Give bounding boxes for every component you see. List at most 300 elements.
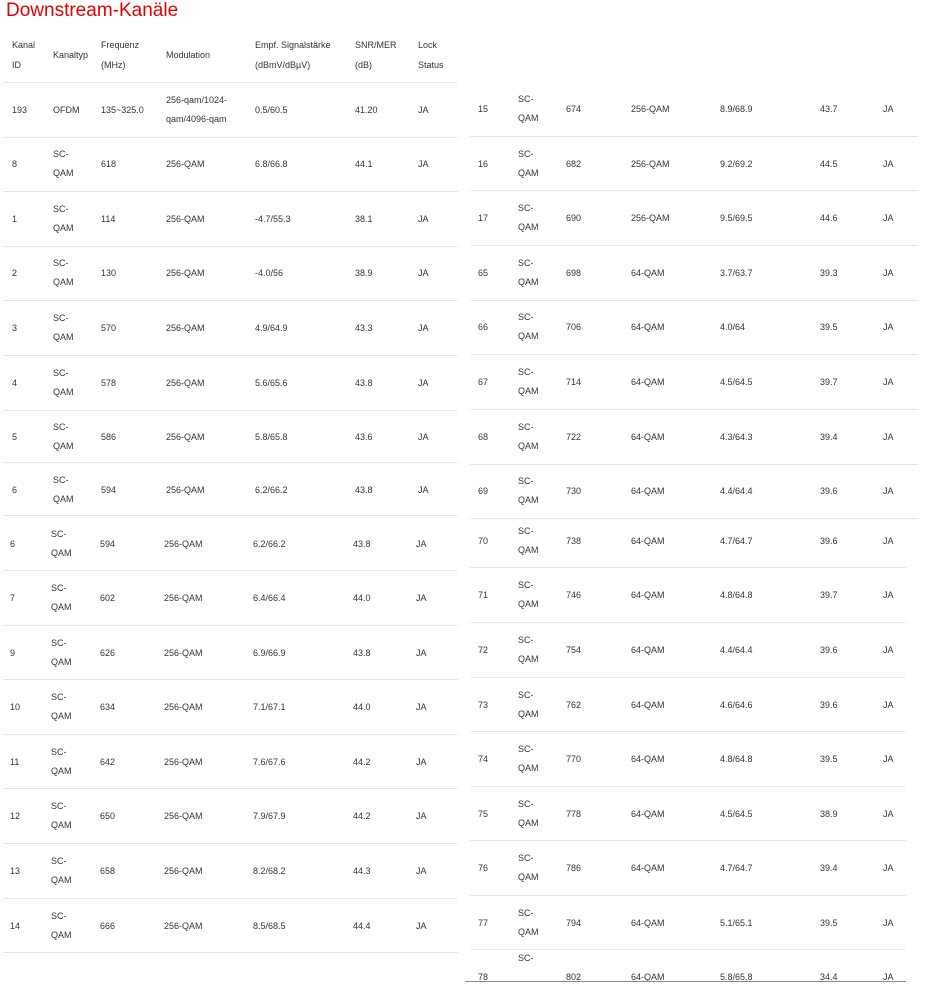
row-separator [470, 677, 906, 678]
cell-signalstaerke: 4.3/64.3 [720, 431, 753, 442]
cell-lock-status: JA [883, 971, 894, 982]
row-separator [470, 190, 918, 191]
cell-signalstaerke: 4.7/64.7 [720, 862, 753, 873]
cell-signalstaerke: 8.5/68.5 [253, 920, 286, 931]
cell-modulation: 64-QAM [631, 917, 665, 928]
cell-modulation: 64-QAM [631, 808, 665, 819]
row-separator [3, 625, 458, 626]
cell-frequenz: 762 [566, 699, 582, 710]
cell-kanal-id: 8 [12, 158, 18, 169]
cell-signalstaerke: 4.5/64.5 [720, 376, 753, 387]
cell-snr-mer: 39.7 [820, 589, 838, 600]
cell-lock-status: JA [418, 158, 429, 169]
cell-snr-mer: 44.4 [353, 920, 371, 931]
cell-kanaltyp: QAM [518, 222, 539, 232]
row-separator [3, 191, 458, 192]
cell-signalstaerke: 7.6/67.6 [253, 756, 286, 767]
row-separator [3, 515, 458, 516]
cell-kanaltyp: SC- [518, 853, 534, 863]
cell-kanaltyp: SC- [51, 856, 67, 866]
cell-frequenz: 114 [101, 213, 116, 224]
cell-lock-status: JA [883, 267, 894, 278]
row-separator [3, 898, 458, 899]
header-modulation: Modulation [166, 50, 211, 60]
cell-frequenz: 135~325.0 [101, 104, 144, 115]
row-separator [470, 464, 918, 465]
row-separator [3, 952, 458, 953]
cell-modulation: 256-QAM [631, 103, 670, 114]
cell-snr-mer: 44.1 [355, 158, 373, 169]
cell-kanal-id: 11 [10, 756, 20, 767]
cell-kanaltyp: QAM [518, 277, 539, 287]
cell-kanaltyp: QAM [518, 872, 539, 882]
cell-modulation: 256-QAM [166, 158, 205, 169]
cell-lock-status: JA [883, 862, 894, 873]
cell-frequenz: 682 [566, 158, 582, 169]
row-separator [465, 981, 906, 982]
row-separator [470, 409, 918, 410]
cell-kanaltyp: SC- [53, 258, 69, 268]
row-separator [470, 354, 918, 355]
cell-kanal-id: 14 [10, 920, 21, 931]
cell-kanaltyp: SC- [518, 94, 534, 104]
cell-frequenz: 746 [566, 589, 582, 600]
cell-kanaltyp: QAM [53, 332, 74, 342]
cell-kanaltyp: QAM [53, 387, 74, 397]
cell-kanaltyp: SC- [53, 149, 69, 159]
cell-snr-mer: 38.1 [355, 213, 373, 224]
cell-kanaltyp: QAM [518, 386, 539, 396]
cell-kanaltyp: QAM [518, 709, 539, 719]
cell-kanaltyp: SC- [518, 422, 534, 432]
cell-snr-mer: 44.2 [353, 756, 371, 767]
row-separator [470, 622, 906, 623]
cell-kanal-id: 78 [478, 971, 489, 982]
cell-kanal-id: 66 [478, 321, 489, 332]
cell-kanaltyp: SC- [53, 204, 69, 214]
cell-snr-mer: 44.0 [353, 701, 371, 712]
cell-frequenz: 586 [101, 431, 117, 442]
cell-kanaltyp: QAM [518, 818, 539, 828]
cell-kanal-id: 7 [10, 592, 16, 603]
cell-kanal-id: 77 [478, 917, 489, 928]
cell-snr-mer: 39.6 [820, 699, 838, 710]
cell-kanaltyp: QAM [53, 494, 74, 504]
cell-kanal-id: 72 [478, 644, 489, 655]
row-separator [470, 840, 906, 841]
cell-modulation: 64-QAM [631, 267, 665, 278]
cell-signalstaerke: 4.4/64.4 [720, 485, 753, 496]
cell-kanaltyp: QAM [51, 602, 72, 612]
header-signalstaerke: (dBmV/dBµV) [255, 60, 311, 70]
header-signalstaerke: Empf. Signalstärke [255, 40, 331, 50]
cell-frequenz: 618 [101, 158, 117, 169]
cell-frequenz: 658 [100, 865, 116, 876]
cell-kanal-id: 69 [478, 485, 489, 496]
cell-snr-mer: 39.6 [820, 644, 838, 655]
cell-modulation: 64-QAM [631, 699, 665, 710]
cell-lock-status: JA [883, 589, 894, 600]
cell-frequenz: 650 [100, 810, 116, 821]
cell-modulation: 256-QAM [631, 212, 670, 223]
cell-lock-status: JA [416, 592, 427, 603]
cell-kanaltyp: OFDM [53, 104, 80, 115]
cell-snr-mer: 38.9 [820, 808, 838, 819]
cell-signalstaerke: 4.6/64.6 [720, 699, 753, 710]
cell-kanal-id: 9 [10, 647, 16, 658]
cell-modulation: 256-QAM [164, 810, 203, 821]
cell-signalstaerke: 6.4/66.4 [253, 592, 286, 603]
cell-kanaltyp: SC- [518, 690, 534, 700]
cell-signalstaerke: 3.7/63.7 [720, 267, 753, 278]
row-separator [470, 949, 906, 950]
cell-frequenz: 730 [566, 485, 582, 496]
cell-frequenz: 802 [566, 971, 582, 982]
row-separator [3, 570, 458, 571]
row-separator [470, 895, 906, 896]
header-kanal-id: Kanal [12, 40, 36, 50]
cell-kanaltyp: SC- [53, 422, 69, 432]
cell-kanaltyp: QAM [51, 766, 72, 776]
cell-signalstaerke: 6.2/66.2 [255, 484, 288, 495]
row-separator [3, 679, 458, 680]
cell-signalstaerke: 6.2/66.2 [253, 538, 286, 549]
cell-kanaltyp: SC- [518, 367, 534, 377]
cell-kanal-id: 1 [12, 213, 18, 224]
page-title: Downstream-Kanäle [6, 0, 179, 21]
cell-modulation: 256-QAM [164, 538, 203, 549]
cell-signalstaerke: -4.7/55.3 [255, 213, 291, 224]
row-separator [3, 410, 458, 411]
cell-signalstaerke: 4.0/64 [720, 321, 746, 332]
cell-kanal-id: 2 [12, 267, 18, 278]
cell-frequenz: 706 [566, 321, 582, 332]
cell-signalstaerke: 0.5/60.5 [255, 104, 288, 115]
cell-signalstaerke: 4.9/64.9 [255, 322, 288, 333]
cell-modulation: 64-QAM [631, 589, 665, 600]
cell-snr-mer: 39.7 [820, 376, 838, 387]
cell-kanaltyp: QAM [518, 331, 539, 341]
cell-kanal-id: 193 [12, 104, 28, 115]
cell-lock-status: JA [418, 104, 429, 115]
cell-lock-status: JA [418, 267, 429, 278]
cell-kanaltyp: QAM [518, 927, 539, 937]
cell-frequenz: 778 [566, 808, 582, 819]
cell-snr-mer: 44.3 [353, 865, 371, 876]
row-separator [3, 462, 458, 463]
cell-kanal-id: 15 [478, 103, 489, 114]
cell-lock-status: JA [883, 431, 894, 442]
cell-snr-mer: 39.3 [820, 267, 838, 278]
header-kanal-id: ID [12, 60, 21, 70]
cell-kanaltyp: QAM [51, 711, 72, 721]
cell-kanaltyp: SC- [518, 799, 534, 809]
cell-modulation: 64-QAM [631, 862, 665, 873]
header-lock-status: Status [418, 60, 444, 70]
cell-signalstaerke: 7.1/67.1 [253, 701, 286, 712]
cell-frequenz: 714 [566, 376, 582, 387]
cell-kanal-id: 13 [10, 865, 21, 876]
cell-kanaltyp: QAM [53, 168, 74, 178]
cell-frequenz: 130 [101, 267, 117, 278]
cell-snr-mer: 43.3 [355, 322, 373, 333]
cell-lock-status: JA [418, 213, 429, 224]
cell-signalstaerke: 7.9/67.9 [253, 810, 286, 821]
cell-modulation: 256-QAM [166, 484, 205, 495]
cell-kanaltyp: QAM [51, 875, 72, 885]
cell-lock-status: JA [416, 538, 427, 549]
cell-kanaltyp: QAM [518, 113, 539, 123]
cell-signalstaerke: 6.8/66.8 [255, 158, 288, 169]
cell-lock-status: JA [883, 644, 894, 655]
cell-signalstaerke: 4.8/64.8 [720, 753, 753, 764]
cell-modulation: 64-QAM [631, 971, 665, 982]
cell-kanaltyp: SC- [518, 203, 534, 213]
cell-snr-mer: 43.8 [353, 538, 371, 549]
cell-lock-status: JA [416, 647, 427, 658]
cell-frequenz: 794 [566, 917, 582, 928]
cell-kanaltyp: SC- [518, 312, 534, 322]
cell-frequenz: 698 [566, 267, 582, 278]
cell-modulation: 256-QAM [166, 377, 205, 388]
cell-lock-status: JA [883, 212, 894, 223]
cell-snr-mer: 43.8 [355, 484, 373, 495]
header-snr-mer: SNR/MER [355, 40, 397, 50]
cell-snr-mer: 39.5 [820, 917, 838, 928]
cell-modulation: 256-QAM [166, 322, 205, 333]
row-separator [3, 734, 458, 735]
cell-kanaltyp: SC- [53, 475, 69, 485]
cell-kanaltyp: QAM [518, 545, 539, 555]
cell-kanal-id: 71 [478, 589, 489, 600]
cell-kanaltyp: QAM [51, 820, 72, 830]
cell-modulation: qam/4096-qam [166, 114, 227, 124]
cell-kanaltyp: QAM [518, 495, 539, 505]
cell-kanaltyp: SC- [518, 258, 534, 268]
cell-signalstaerke: 4.7/64.7 [720, 535, 753, 546]
cell-modulation: 64-QAM [631, 431, 665, 442]
cell-kanaltyp: SC- [518, 953, 534, 963]
cell-kanal-id: 68 [478, 431, 489, 442]
cell-snr-mer: 44.6 [820, 212, 838, 223]
cell-kanaltyp: SC- [53, 368, 69, 378]
cell-lock-status: JA [416, 865, 427, 876]
cell-snr-mer: 44.2 [353, 810, 371, 821]
row-separator [3, 355, 458, 356]
cell-snr-mer: 43.7 [820, 103, 838, 114]
cell-signalstaerke: 4.5/64.5 [720, 808, 753, 819]
cell-modulation: 256-QAM [164, 920, 203, 931]
cell-frequenz: 754 [566, 644, 582, 655]
cell-frequenz: 602 [100, 592, 116, 603]
cell-frequenz: 594 [101, 484, 117, 495]
cell-kanaltyp: SC- [51, 911, 67, 921]
cell-kanal-id: 4 [12, 377, 18, 388]
cell-kanal-id: 3 [12, 322, 18, 333]
cell-modulation: 256-QAM [164, 647, 203, 658]
cell-signalstaerke: 5.8/65.8 [255, 431, 288, 442]
row-separator [3, 82, 458, 83]
cell-lock-status: JA [418, 431, 429, 442]
cell-lock-status: JA [416, 920, 427, 931]
cell-lock-status: JA [416, 756, 427, 767]
cell-snr-mer: 43.8 [353, 647, 371, 658]
row-separator [470, 786, 906, 787]
cell-kanal-id: 6 [12, 484, 18, 495]
cell-frequenz: 570 [101, 322, 117, 333]
cell-signalstaerke: 9.2/69.2 [720, 158, 753, 169]
cell-kanaltyp: SC- [518, 635, 534, 645]
cell-frequenz: 666 [100, 920, 116, 931]
cell-kanaltyp: QAM [518, 441, 539, 451]
cell-lock-status: JA [883, 808, 894, 819]
cell-modulation: 256-QAM [164, 592, 203, 603]
cell-snr-mer: 44.0 [353, 592, 371, 603]
cell-kanaltyp: QAM [53, 277, 74, 287]
header-kanaltyp: Kanaltyp [53, 50, 89, 60]
cell-kanal-id: 16 [478, 158, 489, 169]
cell-signalstaerke: 8.2/68.2 [253, 865, 286, 876]
cell-signalstaerke: -4.0/56 [255, 267, 284, 278]
cell-modulation: 256-QAM [164, 701, 203, 712]
cell-kanal-id: 76 [478, 862, 489, 873]
cell-lock-status: JA [883, 376, 894, 387]
cell-kanal-id: 6 [10, 538, 16, 549]
cell-kanaltyp: SC- [51, 583, 67, 593]
cell-modulation: 256-QAM [166, 431, 205, 442]
cell-modulation: 64-QAM [631, 485, 665, 496]
cell-frequenz: 674 [566, 103, 582, 114]
cell-kanal-id: 67 [478, 376, 489, 387]
cell-signalstaerke: 4.8/64.8 [720, 589, 753, 600]
cell-kanaltyp: QAM [51, 548, 72, 558]
cell-signalstaerke: 5.6/65.6 [255, 377, 288, 388]
cell-lock-status: JA [883, 917, 894, 928]
row-separator [470, 731, 906, 732]
cell-signalstaerke: 9.5/69.5 [720, 212, 753, 223]
cell-snr-mer: 34.4 [820, 971, 838, 982]
cell-snr-mer: 39.4 [820, 431, 838, 442]
cell-kanaltyp: SC- [51, 529, 67, 539]
cell-frequenz: 594 [100, 538, 116, 549]
cell-modulation: 256-QAM [164, 865, 203, 876]
cell-lock-status: JA [883, 321, 894, 332]
cell-kanaltyp: SC- [518, 149, 534, 159]
cell-snr-mer: 38.9 [355, 267, 373, 278]
cell-modulation: 64-QAM [631, 753, 665, 764]
cell-kanaltyp: QAM [518, 654, 539, 664]
cell-lock-status: JA [883, 535, 894, 546]
cell-frequenz: 642 [100, 756, 116, 767]
cell-modulation: 256-QAM [164, 756, 203, 767]
cell-modulation: 64-QAM [631, 644, 665, 655]
cell-snr-mer: 39.6 [820, 535, 838, 546]
row-separator [470, 245, 918, 246]
cell-frequenz: 626 [100, 647, 116, 658]
cell-kanaltyp: SC- [518, 476, 534, 486]
cell-lock-status: JA [883, 699, 894, 710]
cell-snr-mer: 39.5 [820, 321, 838, 332]
cell-signalstaerke: 5.1/65.1 [720, 917, 753, 928]
cell-kanal-id: 65 [478, 267, 489, 278]
cell-kanaltyp: SC- [51, 638, 67, 648]
cell-kanaltyp: QAM [518, 763, 539, 773]
cell-modulation: 256-QAM [631, 158, 670, 169]
row-separator [470, 136, 918, 137]
cell-modulation: 256-QAM [166, 213, 205, 224]
cell-signalstaerke: 5.8/65.8 [720, 971, 753, 982]
header-lock-status: Lock [418, 40, 438, 50]
header-frequenz: Frequenz [101, 40, 140, 50]
cell-snr-mer: 39.5 [820, 753, 838, 764]
cell-frequenz: 738 [566, 535, 582, 546]
cell-frequenz: 722 [566, 431, 582, 442]
cell-frequenz: 634 [100, 701, 116, 712]
cell-kanaltyp: QAM [51, 930, 72, 940]
cell-snr-mer: 43.8 [355, 377, 373, 388]
row-separator [470, 518, 918, 519]
cell-kanaltyp: SC- [53, 313, 69, 323]
cell-kanal-id: 73 [478, 699, 489, 710]
cell-signalstaerke: 8.9/68.9 [720, 103, 753, 114]
cell-lock-status: JA [418, 322, 429, 333]
cell-lock-status: JA [416, 810, 427, 821]
cell-kanal-id: 75 [478, 808, 489, 819]
cell-modulation: 256-QAM [166, 267, 205, 278]
cell-kanal-id: 70 [478, 535, 489, 546]
cell-kanaltyp: QAM [518, 599, 539, 609]
cell-snr-mer: 39.6 [820, 485, 838, 496]
cell-kanal-id: 5 [12, 431, 18, 442]
cell-lock-status: JA [883, 103, 894, 114]
cell-kanaltyp: SC- [518, 908, 534, 918]
cell-kanaltyp: QAM [53, 223, 74, 233]
cell-snr-mer: 41.20 [355, 104, 378, 115]
cell-kanaltyp: SC- [518, 744, 534, 754]
cell-kanal-id: 10 [10, 701, 21, 712]
row-separator [3, 300, 458, 301]
row-separator [3, 843, 458, 844]
cell-snr-mer: 44.5 [820, 158, 838, 169]
cell-kanal-id: 74 [478, 753, 489, 764]
cell-lock-status: JA [418, 484, 429, 495]
header-snr-mer: (dB) [355, 60, 373, 70]
row-separator [3, 246, 458, 247]
cell-kanal-id: 17 [478, 212, 489, 223]
cell-kanal-id: 12 [10, 810, 21, 821]
cell-kanaltyp: QAM [53, 441, 74, 451]
cell-kanaltyp: QAM [518, 168, 539, 178]
cell-lock-status: JA [883, 485, 894, 496]
row-separator [470, 567, 906, 568]
cell-frequenz: 578 [101, 377, 117, 388]
header-frequenz: (MHz) [101, 60, 126, 70]
cell-snr-mer: 43.6 [355, 431, 373, 442]
cell-snr-mer: 39.4 [820, 862, 838, 873]
row-separator [3, 137, 458, 138]
cell-kanaltyp: SC- [51, 692, 67, 702]
cell-kanaltyp: SC- [518, 526, 534, 536]
cell-kanaltyp: QAM [51, 657, 72, 667]
cell-lock-status: JA [418, 377, 429, 388]
row-separator [3, 788, 458, 789]
cell-lock-status: JA [883, 158, 894, 169]
cell-lock-status: JA [883, 753, 894, 764]
cell-modulation: 64-QAM [631, 321, 665, 332]
cell-kanaltyp: SC- [518, 580, 534, 590]
cell-kanaltyp: SC- [51, 801, 67, 811]
cell-modulation: 256-qam/1024- [166, 95, 228, 105]
